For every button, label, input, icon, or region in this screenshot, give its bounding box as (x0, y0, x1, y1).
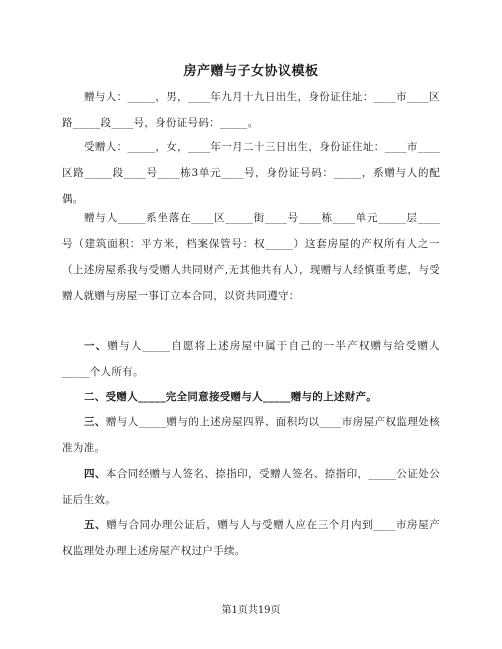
paragraph-text: 受赠人：_____，女，____年一月二十三日出生，身份证住址：____市____区路_____段____号____栋3单元____号，身份证号码：_____，系赠与人的配偶。 (62, 141, 440, 205)
clause-number: 一、 (84, 340, 108, 352)
clause-number: 二、受赠人_____完全同意接受赠与人_____赠与的上述财产。 (84, 391, 378, 403)
paragraph-text: 赠与人_____系坐落在____区_____街____号____栋____单元_____层____号（建筑面积：平方米，档案保管号：权_____）这套房屋的产权所有人之一（上述房屋系我与受赠人共同财产,无其他共有人），现赠与人经慎重考虑，与受赠人就赠与房屋一事订立本合同，以资共同遵守： (62, 212, 440, 302)
paragraph-donor (62, 84, 440, 136)
clause-text: 赠与合同办理公证后，赠与人与受赠人应在三个月内到____市房屋产权监理处办理上述房屋产权过户手续。 (62, 519, 440, 557)
paragraph-donee (62, 134, 440, 212)
clause-number: 五、 (84, 519, 107, 531)
clause-4 (62, 461, 440, 513)
clause-1 (62, 333, 440, 385)
paragraph-text: 赠与人：_____，男，____年九月十九日出生，身份证住址：____市____区路_____段____号，身份证号码：_____。 (62, 91, 440, 129)
clause-3 (62, 409, 440, 461)
clause-text: 赠与人_____赠与的上述房屋四界、面积均以____市房屋产权监理处核准为准。 (62, 416, 440, 454)
clause-number: 三、 (84, 416, 106, 428)
clause-text: 赠与人_____自愿将上述房屋中属于自己的一半产权赠与给受赠人_____个人所有。 (62, 340, 440, 378)
clause-2 (62, 384, 440, 410)
clause-number: 四、 (84, 468, 106, 480)
clause-5 (62, 512, 440, 564)
document-title: 房产赠与子女协议模板 (183, 64, 319, 79)
clause-text: 本合同经赠与人签名、捺指印，受赠人签名、捺指印，_____公证处公证后生效。 (62, 468, 440, 506)
page-number: 第1页共19页 (221, 605, 281, 616)
paragraph-property (62, 205, 440, 309)
